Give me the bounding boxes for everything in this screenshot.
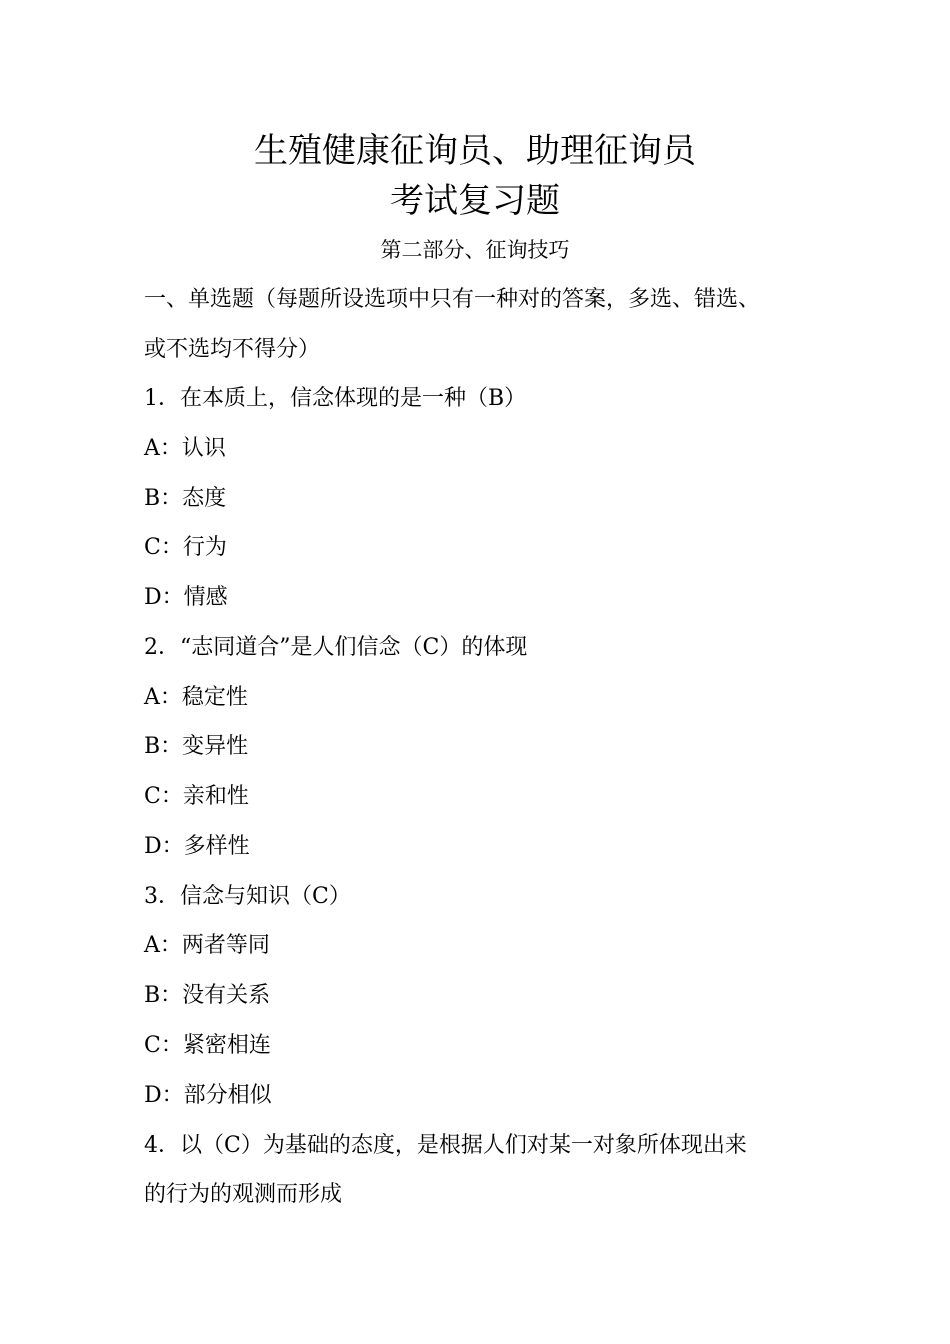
option-d: D：部分相似 bbox=[144, 1083, 272, 1108]
option-c: C：亲和性 bbox=[144, 784, 249, 809]
section-heading-line1: 一、单选题（每题所设选项中只有一种对的答案，多选、错选、 bbox=[144, 287, 761, 312]
question-stem: 3．信念与知识（C） bbox=[144, 884, 351, 909]
option-b: B：变异性 bbox=[144, 734, 249, 759]
doc-title-line2: 考试复习题 bbox=[390, 181, 560, 221]
question-stem: 2．“志同道合”是人们信念（C）的体现 bbox=[144, 635, 528, 660]
section-heading-line2: 或不选均不得分） bbox=[144, 337, 321, 362]
question-stem-line2: 的行为的观测而形成 bbox=[144, 1182, 343, 1207]
question-stem-line1: 4．以（C）为基础的态度，是根据人们对某一对象所体现出来 bbox=[144, 1133, 747, 1158]
option-a: A：稳定性 bbox=[144, 685, 248, 710]
option-a: A：两者等同 bbox=[144, 933, 270, 958]
part-heading: 第二部分、征询技巧 bbox=[380, 238, 570, 262]
option-c: C：行为 bbox=[144, 535, 227, 560]
doc-title-line1: 生殖健康征询员、助理征询员 bbox=[254, 131, 696, 171]
option-d: D：多样性 bbox=[144, 834, 250, 859]
option-c: C：紧密相连 bbox=[144, 1033, 271, 1058]
option-a: A：认识 bbox=[144, 436, 226, 461]
option-b: B：没有关系 bbox=[144, 983, 271, 1008]
question-stem: 1．在本质上，信念体现的是一种（B） bbox=[144, 386, 527, 411]
option-d: D：情感 bbox=[144, 585, 228, 610]
option-b: B：态度 bbox=[144, 486, 227, 511]
